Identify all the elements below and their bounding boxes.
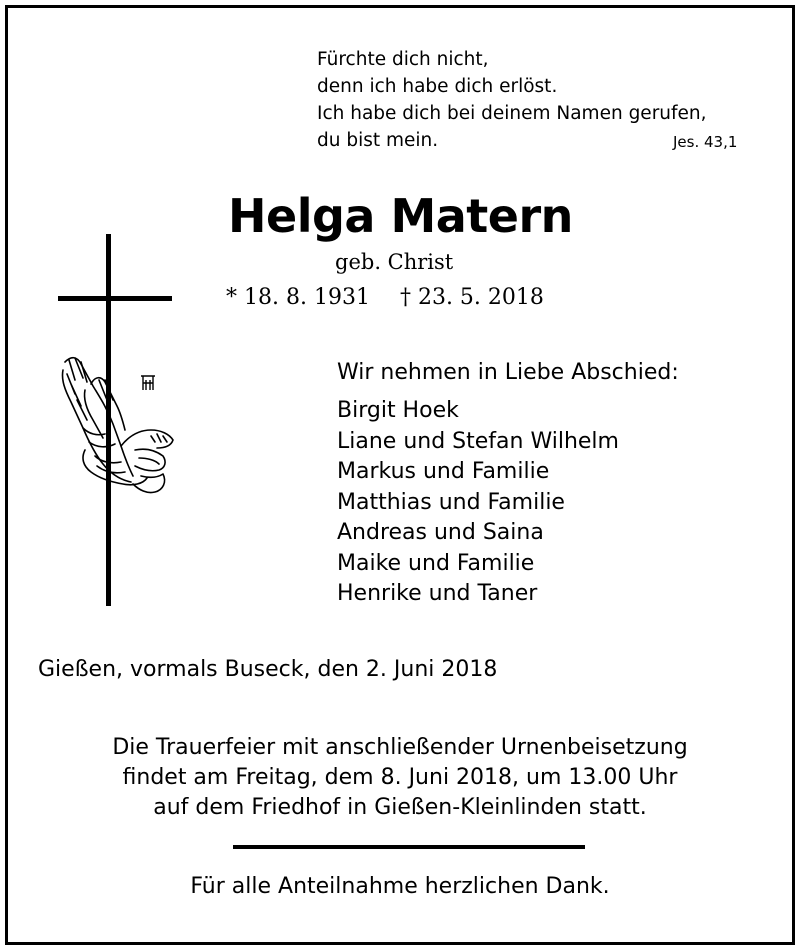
verse-line: Ich habe dich bei deinem Namen gerufen, (317, 103, 707, 124)
praying-hands-icon (55, 350, 180, 495)
maiden-name: geb. Christ (335, 250, 454, 274)
verse-line: du bist mein. (317, 130, 439, 151)
list-item: Markus und Familie (337, 459, 550, 484)
divider (233, 845, 585, 849)
service-line: auf dem Friedhof in Gießen-Kleinlinden statt. (153, 795, 647, 820)
cross-horizontal-bar (58, 296, 172, 301)
list-item: Liane und Stefan Wilhelm (337, 428, 619, 454)
list-item: Henrike und Taner (337, 581, 538, 606)
bible-verse (317, 46, 707, 154)
farewell-heading: Wir nehmen in Liebe Abschied: (337, 360, 679, 385)
funeral-service-info (0, 733, 800, 823)
list-item: Andreas und Saina (337, 520, 544, 545)
list-item: Matthias und Familie (337, 489, 565, 515)
death-date: † 23. 5. 2018 (399, 285, 544, 310)
mourner-list (337, 396, 619, 610)
place-and-date: Gießen, vormals Buseck, den 2. Juni 2018 (38, 657, 498, 682)
thanks-line: Für alle Anteilnahme herzlichen Dank. (190, 874, 610, 899)
verse-line: denn ich habe dich erlöst. (317, 76, 558, 97)
service-line: Die Trauerfeier mit anschließender Urnenbeisetzung (112, 735, 688, 760)
life-dates (226, 285, 544, 310)
service-line: findet am Freitag, dem 8. Juni 2018, um 13.00 Uhr (122, 765, 678, 790)
list-item: Maike und Familie (337, 550, 535, 576)
verse-line: Fürchte dich nicht, (317, 49, 489, 70)
verse-reference: Jes. 43,1 (673, 133, 738, 151)
birth-date: * 18. 8. 1931 (226, 285, 370, 310)
deceased-name: Helga Matern (228, 189, 573, 243)
list-item: Birgit Hoek (337, 398, 459, 423)
